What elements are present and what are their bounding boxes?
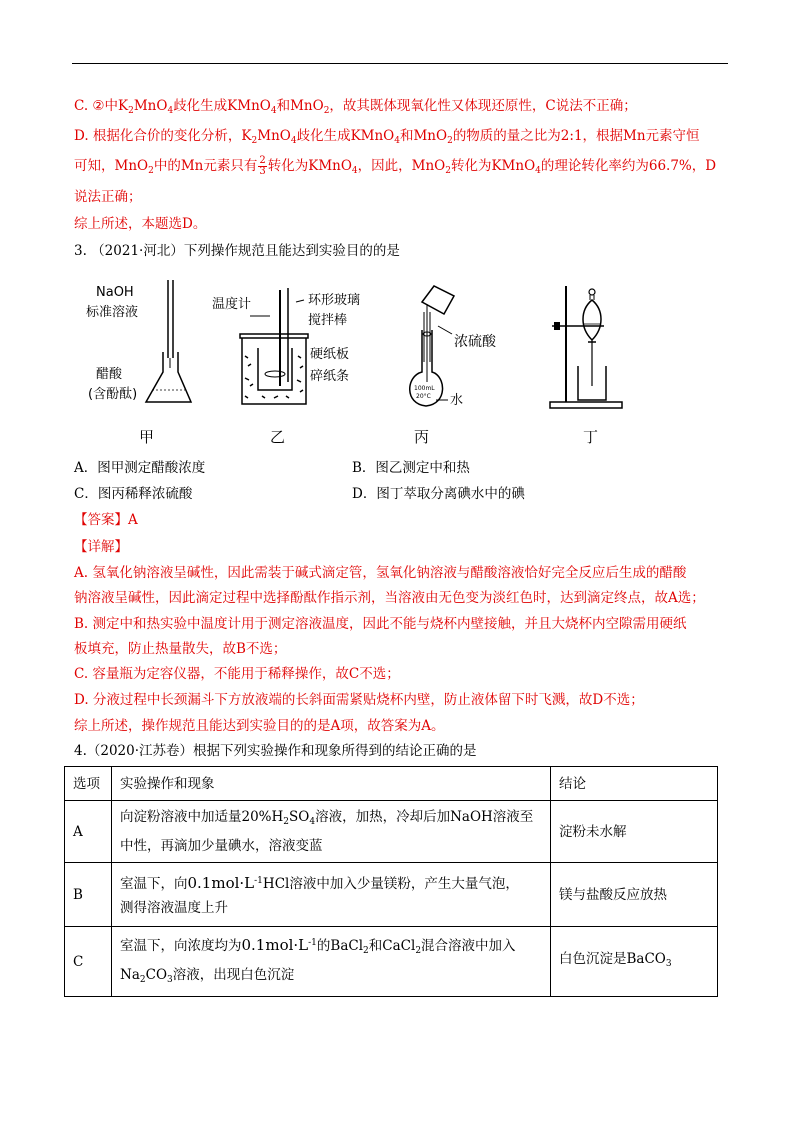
explanation-line-d3: 说法正确； [74,189,142,205]
header-option: 选项 [65,767,112,801]
figure-caption-jia: 甲 [139,428,155,446]
row-b-conclusion: 镁与盐酸反应放热 [551,863,718,927]
explanation-line-c: C. ②中$K_2MnO_4$歧化生成KMnO$_4$和MnO$_2$，故其既体现氧化性又体现还原性，C说法不正确； [74,98,637,116]
row-a-option: A [65,801,112,863]
q3-option-d: D．图丁萃取分离碘水中的碘 [352,486,525,502]
jia-label-phenolphthalein: (含酚酞) [88,387,138,402]
yi-label-ring-glass: 环形玻璃 [308,293,361,308]
table-row [65,863,718,927]
q4-table [64,766,718,997]
explanation-summary: 综上所述，本题选D。 [74,216,207,232]
bing-flask-volume: 100mL [414,385,435,392]
q3-detail-title: 【详解】 [74,539,128,555]
yi-label-thermometer: 温度计 [212,297,252,312]
figure-caption-bing: 丙 [414,428,430,446]
q3-detail-a1: A. 氢氧化钠溶液呈碱性，因此需装于碱式滴定管，氢氧化钠溶液与醋酸溶液恰好完全反应后生成的醋酸 [74,565,687,581]
explanation-line-d1: D. 根据化合价的变化分析，$K_2MnO_4$歧化生成KMnO$_4$和MnO$_2$的物质的量之比为2:1，根据Mn元素守恒 [74,128,700,146]
yi-label-cardboard: 硬纸板 [310,347,350,362]
q3-stem: 3. （2021·河北）下列操作规范且能达到实验目的的是 [74,243,400,259]
jia-label-acetic: 醋酸 [96,367,123,382]
figure-caption-ding: 丁 [583,428,599,446]
bing-flask-temp: 20°C [416,393,431,400]
row-c-option: C [65,927,112,997]
figure-bing [400,282,520,412]
row-b-operation: 室温下，向$0.1mol\cdot L^{-1}HCl$溶液中加入少量镁粉，产生大量气泡， 测得溶液温度上升 [112,863,551,927]
q3-detail-b2: 板填充，防止热量散失，故B不选； [74,641,287,657]
jia-label-standard: 标准溶液 [86,305,139,320]
figure-ding [548,282,628,412]
row-c-conclusion: 白色沉淀是BaCO$_3$ [551,927,718,997]
q3-option-b: B．图乙测定中和热 [352,460,470,476]
figure-yi [212,286,382,410]
jia-label-naoh: NaOH [96,285,134,300]
header-rule [72,63,728,64]
yi-label-paper-scraps: 碎纸条 [310,369,350,384]
fraction-two-thirds: $\frac{2}{3}$ [259,155,266,177]
yi-label-stirrer: 搅拌棒 [308,313,348,328]
header-conclusion: 结论 [551,767,718,801]
q3-detail-a2: 钠溶液呈碱性，因此滴定过程中选择酚酞作指示剂，当溶液由无色变为淡红色时，达到滴定终点，故A选； [74,590,705,606]
q3-detail-b1: B. 测定中和热实验中温度计用于测定溶液温度，因此不能与烧杯内壁接触，并且大烧杯内空隙需用硬纸 [74,616,687,632]
bing-label-water: 水 [450,393,464,408]
bing-label-sulfuric: 浓硫酸 [454,334,496,350]
row-b-option: B [65,863,112,927]
row-a-conclusion: 淀粉未水解 [551,801,718,863]
q3-answer: 【答案】A [74,512,138,528]
q3-detail-c1: C. 容量瓶为定容仪器，不能用于稀释操作，故C不选； [74,666,400,682]
q3-option-c: C．图丙稀释浓硫酸 [74,486,193,502]
table-row [65,927,718,997]
figure-jia [86,280,206,410]
q4-stem: 4.（2020·江苏卷）根据下列实验操作和现象所得到的结论正确的是 [74,743,477,759]
row-a-operation: 向淀粉溶液中加适量$20\%H_2SO_4$溶液，加热，冷却后加NaOH溶液至 中性，再滴加少量碘水，溶液变蓝 [112,801,551,863]
table-row [65,801,718,863]
q3-option-a: A．图甲测定醋酸浓度 [74,460,206,476]
figure-caption-yi: 乙 [270,428,286,446]
table-header-row [65,767,718,801]
q3-detail-d1: D. 分液过程中长颈漏斗下方放液端的长斜面需紧贴烧杯内壁，防止液体留下时飞溅，故D不选； [74,692,644,708]
explanation-line-d2: 可知，MnO$_2$中的Mn元素只有 $\frac{2}{3}$ 转化为KMnO$_4$，因此，MnO$_2$转化为KMnO$_4$的理论转化率约为66.7%，D [74,155,717,177]
q3-detail-summary: 综上所述，操作规范且能达到实验目的的是A项，故答案为A。 [74,718,445,734]
header-operation: 实验操作和现象 [112,767,551,801]
row-c-operation: 室温下，向浓度均为$0.1mol\cdot L^{-1}$的BaCl$_2$和CaCl$_2$混合溶液中加入 $Na_2CO_3$溶液，出现白色沉淀 [112,927,551,997]
